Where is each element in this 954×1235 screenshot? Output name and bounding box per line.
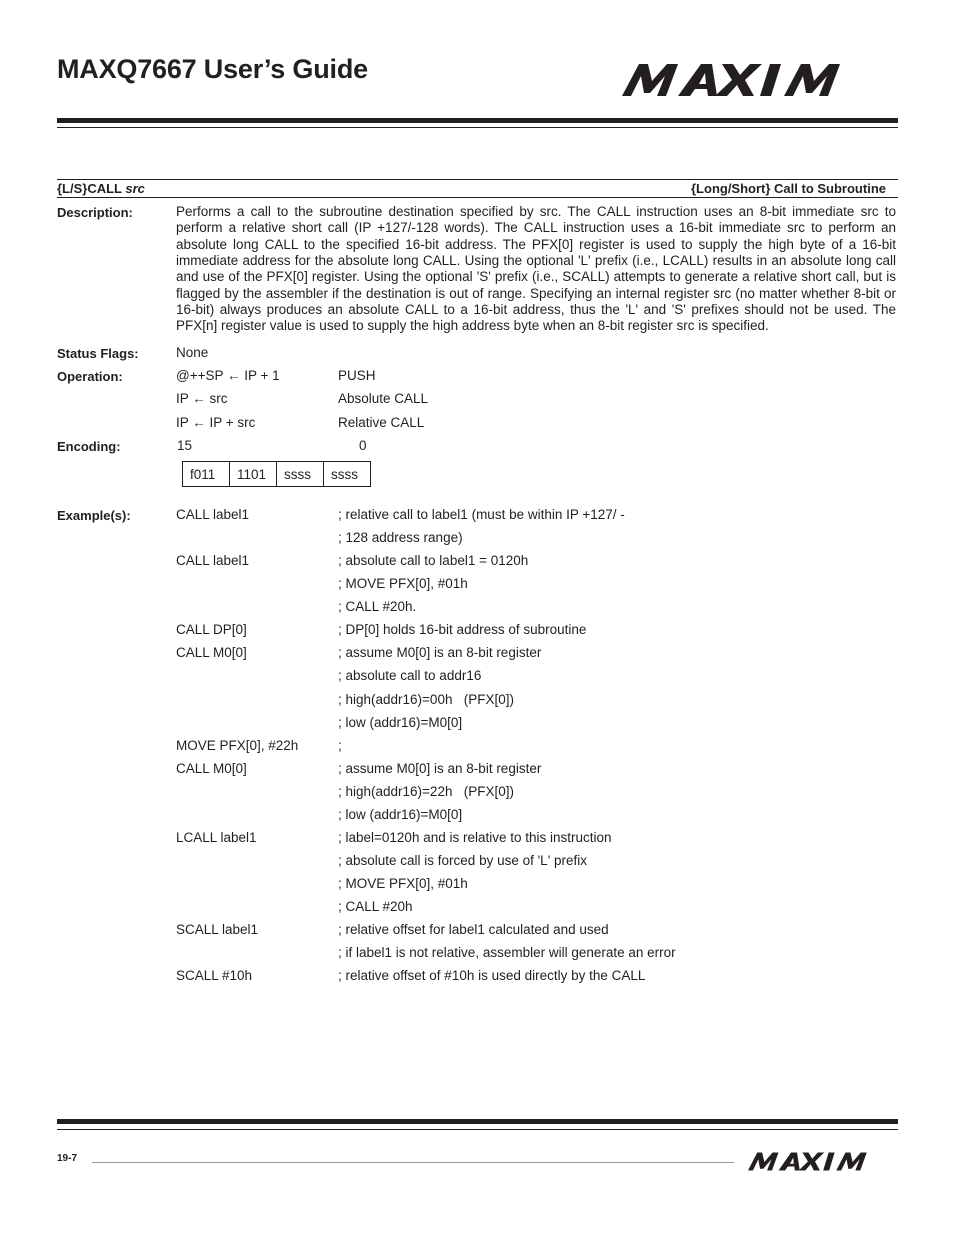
examples-label: Example(s): (57, 508, 131, 523)
operation-expr: @++SP ← IP + 1 (176, 368, 280, 383)
example-comment: ; relative offset for label1 calculated and used (338, 922, 609, 937)
page-title: MAXQ7667 User’s Guide (57, 54, 368, 84)
operation-expr: IP ← src (176, 391, 228, 406)
example-code: SCALL #10h (176, 968, 253, 983)
example-code: SCALL label1 (176, 922, 259, 937)
example-comment: ; absolute call to label1 = 0120h (338, 553, 529, 568)
example-comment: ; low (addr16)=M0[0] (338, 715, 463, 730)
page-number: 19-7 (57, 1153, 78, 1164)
example-comment: ; absolute call is forced by use of 'L' prefix (338, 853, 588, 868)
description-label: Description: (57, 205, 133, 220)
example-comment: ; CALL #20h (338, 899, 413, 914)
example-comment: ; MOVE PFX[0], #01h (338, 876, 468, 891)
example-comment: ; assume M0[0] is an 8-bit register (338, 645, 542, 660)
footer-divider (92, 1162, 734, 1163)
status-flags-label: Status Flags: (57, 346, 139, 361)
example-comment: ; label=0120h and is relative to this instruction (338, 830, 612, 845)
header-rule-thin (57, 127, 898, 128)
instruction-mnemonic: {L/S}CALL src (57, 181, 145, 196)
example-comment: ; MOVE PFX[0], #01h (338, 576, 468, 591)
section-rule-top (57, 179, 898, 180)
example-comment: ; DP[0] holds 16-bit address of subroutine (338, 622, 587, 637)
example-code: CALL M0[0] (176, 761, 247, 776)
example-comment: ; CALL #20h. (338, 599, 417, 614)
footer-rule-thin (57, 1129, 898, 1130)
header-rule-thick (57, 118, 898, 123)
example-code: CALL DP[0] (176, 622, 247, 637)
example-code: LCALL label1 (176, 830, 257, 845)
example-code: CALL label1 (176, 507, 250, 522)
status-flags-value: None (176, 345, 209, 360)
example-code: CALL label1 (176, 553, 250, 568)
example-comment: ; (338, 738, 342, 753)
maxim-logo (622, 63, 890, 97)
operation-desc: Relative CALL (338, 415, 425, 430)
maxim-logo-footer (748, 1152, 894, 1171)
example-comment: ; absolute call to addr16 (338, 668, 482, 683)
encoding-field: ssss (324, 462, 371, 487)
encoding-field: f011 (183, 462, 230, 487)
encoding-lsb: 0 (359, 438, 367, 453)
operation-desc: PUSH (338, 368, 376, 383)
operation-label: Operation: (57, 369, 123, 384)
footer-rule-thick (57, 1119, 898, 1124)
encoding-table (182, 461, 371, 487)
example-code: CALL M0[0] (176, 645, 247, 660)
example-comment: ; low (addr16)=M0[0] (338, 807, 463, 822)
instruction-name: {Long/Short} Call to Subroutine (691, 181, 886, 196)
example-comment: ; if label1 is not relative, assembler will generate an error (338, 945, 676, 960)
operation-desc: Absolute CALL (338, 391, 429, 406)
example-comment: ; relative call to label1 (must be within IP +127/ - (338, 507, 625, 522)
section-rule-bottom (57, 197, 898, 198)
example-comment: ; high(addr16)=22h (PFX[0]) (338, 784, 514, 799)
example-comment: ; 128 address range) (338, 530, 463, 545)
example-comment: ; assume M0[0] is an 8-bit register (338, 761, 542, 776)
instruction-operand: src (125, 181, 145, 196)
description-text: Performs a call to the subroutine destination specified by src. The CALL instruction uses an 8-bit immediate src to perform a relative short call (IP +127/-128 words). The CALL instruction uses a 16-bit immediate src to perform an absolute long CALL to the specified 16-bit address. The PFX[0] register is used to supply the high byte of a 16-bit immediate address for the absolute long CALL. Using the optional 'L' prefix (i.e., LCALL) results in an absolute long call and use of the PFX[0] register. Using the optional 'S' prefix (i.e., SCALL) attempts to generate a relative short call, but is flagged by the assembler if the destination is out of range. Specifying an internal register src (no matter whether 8-bit or 16-bit) always produces an absolute CALL to a 16-bit address, thus the 'L' and 'S' prefixes should not be used. The PFX[n] register value is used to supply the high address byte when an 8-bit register src is specified. (176, 204, 896, 334)
example-comment: ; relative offset of #10h is used directly by the CALL (338, 968, 646, 983)
example-code: MOVE PFX[0], #22h (176, 738, 299, 753)
encoding-field: 1101 (230, 462, 277, 487)
instruction-heading (57, 181, 886, 196)
encoding-field: ssss (277, 462, 324, 487)
example-comment: ; high(addr16)=00h (PFX[0]) (338, 692, 514, 707)
encoding-label: Encoding: (57, 439, 121, 454)
operation-expr: IP ← IP + src (176, 415, 256, 430)
encoding-msb: 15 (177, 438, 193, 453)
